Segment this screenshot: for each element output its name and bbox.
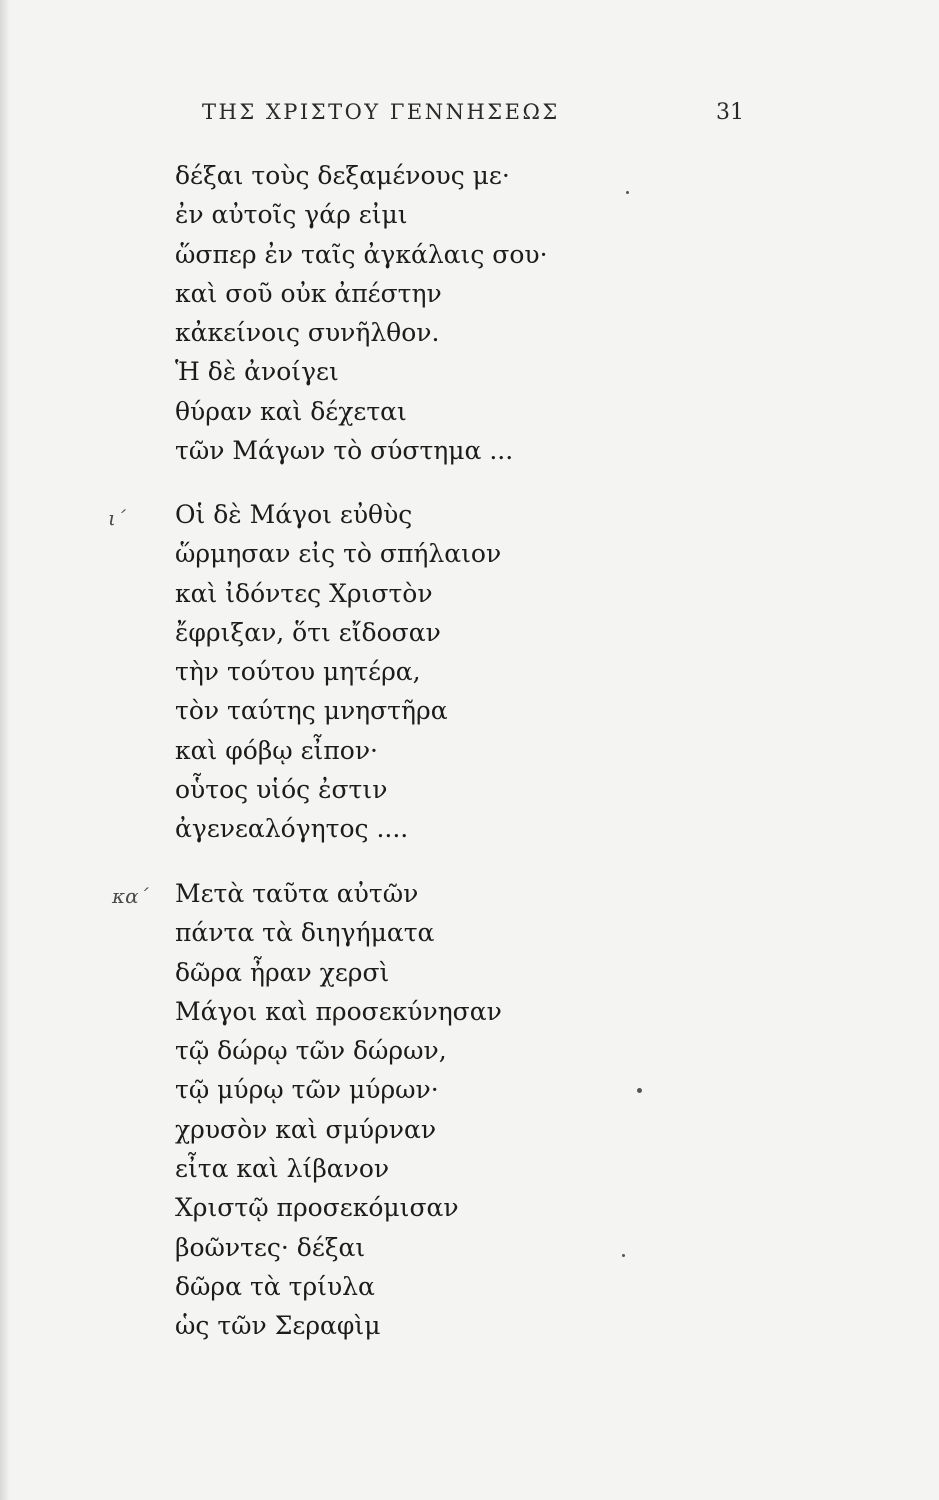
verse-line: ὥρμησαν εἰς τὸ σπήλαιον: [175, 539, 502, 569]
verse-line: καὶ σοῦ οὐκ ἀπέστην: [175, 278, 442, 308]
verse-line: θύραν καὶ δέχεται: [175, 396, 407, 426]
verse-line: ὡς τῶν Σεραφὶμ: [175, 1311, 381, 1341]
verse-line: εἶτα καὶ λίβανον: [175, 1154, 390, 1184]
verse-line: δῶρα ἦραν χερσὶ: [175, 957, 390, 987]
verse-line: τῷ δώρῳ τῶν δώρων,: [175, 1036, 447, 1066]
verse-line: ὥσπερ ἐν ταῖς ἀγκάλαις σου·: [175, 239, 548, 269]
verse-line: Χριστῷ προσεκόμισαν: [175, 1193, 459, 1223]
speck: [626, 191, 629, 194]
verse-line: τῶν Μάγων τὸ σύστημα ...: [175, 436, 514, 466]
verse-line: δέξαι τοὺς δεξαμένους με·: [175, 161, 510, 190]
verse-line: Ἡ δὲ ἀνοίγει: [175, 357, 339, 387]
verse-line: καὶ φόβῳ εἶπον·: [175, 735, 378, 765]
verse-line: τῷ μύρῳ τῶν μύρων·: [175, 1075, 439, 1105]
verse-line: ἀγενεαλόγητος ....: [175, 814, 409, 844]
page-number: 31: [716, 100, 744, 125]
page-edge: [0, 0, 10, 1500]
verse-line: τὴν τούτου μητέρα,: [175, 657, 421, 687]
verse-line: χρυσὸν καὶ σμύρναν: [175, 1114, 437, 1144]
running-header: ΤΗΣ ΧΡΙΣΤΟΥ ΓΕΝΝΗΣΕΩΣ: [202, 100, 560, 124]
verse-line: ἔφριξαν, ὅτι εἴδοσαν: [175, 617, 441, 647]
verse-line: κἀκείνοις συνῆλθον.: [175, 318, 440, 348]
speck: [622, 1254, 625, 1257]
verse-line: Μετὰ ταῦτα αὐτῶν: [175, 879, 419, 908]
stanza-number: κα΄: [112, 884, 149, 908]
verse-line: βοῶντες· δέξαι: [175, 1232, 366, 1262]
verse-line: Οἱ δὲ Μάγοι εὐθὺς: [175, 500, 413, 529]
verse-line: Μάγοι καὶ προσεκύνησαν: [175, 996, 502, 1026]
verse-line: τὸν ταύτης μνηστῆρα: [175, 696, 448, 726]
verse-line: δῶρα τὰ τρίυλα: [175, 1271, 375, 1301]
stanza-1: [175, 156, 548, 470]
stanza-2: [175, 495, 501, 849]
speck: [637, 1088, 642, 1093]
verse-line: καὶ ἰδόντες Χριστὸν: [175, 578, 433, 608]
verse-line: πάντα τὰ διηγήματα: [175, 918, 435, 948]
verse-line: ἐν αὐτοῖς γάρ εἰμι: [175, 200, 408, 230]
stanza-number: ι΄: [108, 506, 126, 530]
verse-line: οὗτος υἱός ἐστιν: [175, 775, 388, 805]
stanza-3: [175, 874, 502, 1346]
